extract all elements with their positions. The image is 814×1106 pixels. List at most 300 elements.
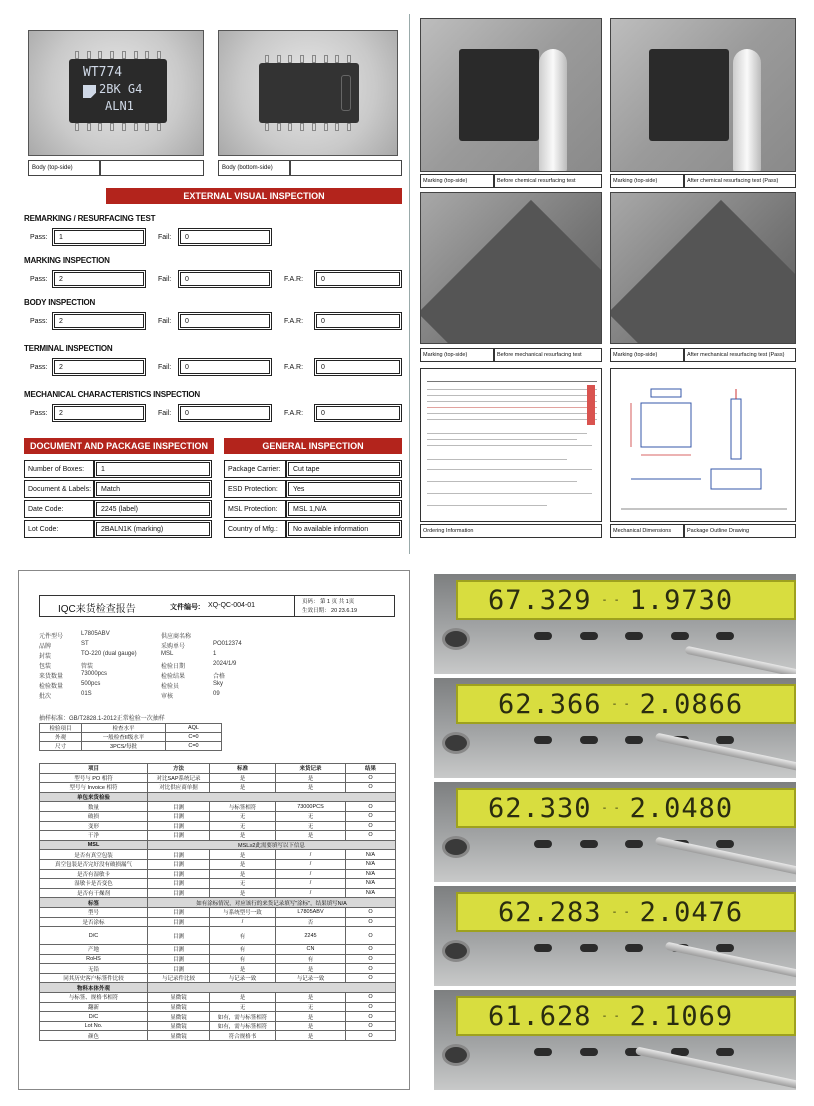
group-note: 如有涂标情况，对应该行的来货记录填写"涂标"，结果填写N/A bbox=[148, 898, 396, 908]
caption-1b: Before chemical resurfacing test bbox=[494, 174, 602, 188]
table-cell: 有 bbox=[210, 927, 276, 945]
table-cell: O bbox=[346, 1002, 396, 1012]
iqc-field-value: 合格 bbox=[213, 674, 226, 680]
body-fail-label: Fail: bbox=[158, 318, 172, 325]
table-cell: 目测 bbox=[148, 802, 210, 812]
table-header-cell: 标准 bbox=[210, 764, 276, 774]
terminal-fail-label: Fail: bbox=[158, 364, 172, 371]
body-title: BODY INSPECTION bbox=[24, 298, 96, 307]
caption-body-bottom: Body (bottom-side) bbox=[218, 160, 290, 176]
meter-photo-5 bbox=[434, 990, 796, 1090]
caption-body-top: Body (top-side) bbox=[28, 160, 100, 176]
caption-6a: Mechanical Dimensions bbox=[610, 524, 684, 538]
remarking-pass-value: 1 bbox=[52, 228, 146, 246]
iqc-field-value: 09 bbox=[213, 691, 220, 697]
meter-5-right-reading: 2.1069 bbox=[629, 1000, 734, 1032]
sampling-cell: 尺寸 bbox=[40, 742, 82, 751]
meter-5-display: 61.628 - - 2.1069 bbox=[456, 996, 796, 1036]
meter-5-left-reading: 61.628 bbox=[488, 1000, 592, 1032]
sampling-cell: C=0 bbox=[166, 742, 222, 751]
table-cell: N/A bbox=[346, 888, 396, 898]
table-row bbox=[40, 783, 396, 793]
sampling-cell: 检查水平 bbox=[82, 724, 166, 733]
doc-row-4-label: Lot Code: bbox=[24, 520, 94, 538]
table-cell: / bbox=[276, 888, 346, 898]
table-cell: 无 bbox=[276, 811, 346, 821]
body-pass-value: 2 bbox=[52, 312, 146, 330]
table-cell: 有 bbox=[210, 945, 276, 955]
group-title: 单包来货检验 bbox=[40, 792, 148, 802]
table-row bbox=[40, 1002, 396, 1012]
group-title: 标签 bbox=[40, 898, 148, 908]
general-row-2-label: ESD Protection: bbox=[224, 480, 286, 498]
meter-1-display: 67.329 - - 1.9730 bbox=[456, 580, 796, 620]
body-pass-label: Pass: bbox=[30, 318, 48, 325]
table-cell: 是 bbox=[210, 964, 276, 974]
table-row bbox=[40, 907, 396, 917]
table-cell: 是否有湿敏卡 bbox=[40, 869, 148, 879]
table-cell: 无 bbox=[210, 821, 276, 831]
table-cell: 目测 bbox=[148, 945, 210, 955]
table-cell: 是否有干燥剂 bbox=[40, 888, 148, 898]
terminal-pass-label: Pass: bbox=[30, 364, 48, 371]
table-cell: 是 bbox=[210, 773, 276, 783]
table-cell: O bbox=[346, 783, 396, 793]
table-cell: L7805ABV bbox=[276, 907, 346, 917]
table-row bbox=[40, 1012, 396, 1022]
table-cell: 目测 bbox=[148, 821, 210, 831]
iqc-field-value: Sky bbox=[213, 681, 224, 687]
mechanical-fail-label: Fail: bbox=[158, 410, 172, 417]
marking-after-mechanical-photo bbox=[610, 192, 796, 344]
table-cell: 是 bbox=[276, 1012, 346, 1022]
doc-row-3-label: Date Code: bbox=[24, 500, 94, 518]
table-cell: 干净 bbox=[40, 831, 148, 841]
doc-row-2-label: Document & Labels: bbox=[24, 480, 94, 498]
table-row bbox=[40, 973, 396, 983]
caption-4b: After mechanical resurfacing test (Pass) bbox=[684, 348, 796, 362]
table-header-cell: 来货记录 bbox=[276, 764, 346, 774]
table-cell: O bbox=[346, 821, 396, 831]
table-cell: 型号 bbox=[40, 907, 148, 917]
table-cell: 产地 bbox=[40, 945, 148, 955]
general-inspection-banner: GENERAL INSPECTION bbox=[224, 438, 402, 454]
sampling-row bbox=[40, 742, 222, 751]
iqc-field-label: 封装 bbox=[39, 654, 52, 660]
table-cell: / bbox=[276, 850, 346, 860]
general-row-2-value: Yes bbox=[286, 480, 402, 498]
table-group-row bbox=[40, 792, 396, 802]
table-cell: O bbox=[346, 917, 396, 927]
sampling-standard: 抽样标准：GB/T2828.1-2012正常检验一次抽样 bbox=[39, 716, 165, 722]
table-cell: 显微镜 bbox=[148, 993, 210, 1003]
table-cell: D/C bbox=[40, 1012, 148, 1022]
table-cell: 与记录件比较 bbox=[148, 973, 210, 983]
chip-marking-line-3: ALN1 bbox=[105, 99, 134, 113]
mechanical-title: MECHANICAL CHARACTERISTICS INSPECTION bbox=[24, 390, 201, 399]
iqc-doc-no-label: 文件编号: bbox=[170, 604, 201, 611]
iqc-field-value: L7805ABV bbox=[81, 631, 110, 637]
table-cell: 与标签、规格书相符 bbox=[40, 993, 148, 1003]
iqc-field-label: 品牌 bbox=[39, 644, 52, 650]
inspection-report-panel bbox=[18, 14, 410, 554]
meter-4-right-reading: 2.0476 bbox=[639, 896, 744, 928]
meter-photo-2 bbox=[434, 678, 796, 778]
table-cell: O bbox=[346, 802, 396, 812]
table-cell: 目测 bbox=[148, 888, 210, 898]
table-cell: 无 bbox=[276, 821, 346, 831]
group-note bbox=[148, 792, 396, 802]
table-cell: O bbox=[346, 1021, 396, 1031]
caption-5a: Ordering Information bbox=[420, 524, 602, 538]
remarking-title: REMARKING / RESURFACING TEST bbox=[24, 214, 156, 223]
table-cell: 目测 bbox=[148, 850, 210, 860]
iqc-effective-date: 生效日期： 20 23.6.19 bbox=[302, 608, 358, 614]
body-fail-value: 0 bbox=[178, 312, 272, 330]
iqc-main-table bbox=[39, 763, 396, 1041]
group-note: MSL≥2此需要填写以下信息 bbox=[148, 840, 396, 850]
table-cell: 显微镜 bbox=[148, 1031, 210, 1041]
sampling-cell: 外观 bbox=[40, 733, 82, 742]
iqc-field-value: 500pcs bbox=[81, 681, 101, 687]
caption-2a: Marking (top-side) bbox=[610, 174, 684, 188]
terminal-title: TERMINAL INSPECTION bbox=[24, 344, 113, 353]
caption-1a: Marking (top-side) bbox=[420, 174, 494, 188]
table-row bbox=[40, 964, 396, 974]
marking-before-chemical-photo bbox=[420, 18, 602, 172]
chip-top bbox=[69, 59, 167, 123]
remarking-pass-label: Pass: bbox=[30, 234, 48, 241]
table-row bbox=[40, 859, 396, 869]
meter-1-right-reading: 1.9730 bbox=[629, 584, 734, 616]
body-top-photo bbox=[28, 30, 204, 156]
mechanical-pass-label: Pass: bbox=[30, 410, 48, 417]
sampling-table bbox=[39, 723, 222, 751]
iqc-title-block bbox=[39, 595, 395, 617]
table-cell: 否 bbox=[276, 917, 346, 927]
table-cell: 型号与 PO 相符 bbox=[40, 773, 148, 783]
table-cell: 是 bbox=[210, 850, 276, 860]
general-row-1-value: Cut tape bbox=[286, 460, 402, 478]
iqc-field-label: 检验日期 bbox=[161, 664, 186, 670]
marking-far-label: F.A.R: bbox=[284, 276, 304, 283]
table-cell: 无 bbox=[276, 1002, 346, 1012]
sampling-cell: C=0 bbox=[166, 733, 222, 742]
table-cell: 数量 bbox=[40, 802, 148, 812]
table-cell: O bbox=[346, 907, 396, 917]
general-row-4-label: Country of Mfg.: bbox=[224, 520, 286, 538]
sampling-cell: 3PCS/每批 bbox=[82, 742, 166, 751]
table-cell: 目测 bbox=[148, 869, 210, 879]
table-row bbox=[40, 802, 396, 812]
table-cell: D/C bbox=[40, 927, 148, 945]
table-cell: 显微镜 bbox=[148, 1002, 210, 1012]
iqc-field-label: 供应商名称 bbox=[161, 634, 192, 640]
iqc-field-value: ST bbox=[81, 641, 89, 647]
iqc-field-value: PO012374 bbox=[213, 641, 242, 647]
table-cell: 目测 bbox=[148, 879, 210, 889]
table-cell: 目测 bbox=[148, 859, 210, 869]
table-row bbox=[40, 831, 396, 841]
table-group-row bbox=[40, 840, 396, 850]
table-cell: 湿敏卡是否变色 bbox=[40, 879, 148, 889]
table-cell: 是 bbox=[276, 831, 346, 841]
iqc-field-label: 包装 bbox=[39, 664, 52, 670]
terminal-far-label: F.A.R: bbox=[284, 364, 304, 371]
ti-logo-icon bbox=[83, 85, 96, 98]
meter-photo-3 bbox=[434, 782, 796, 882]
table-cell: 与记录一致 bbox=[210, 973, 276, 983]
table-cell: 与系统型号一致 bbox=[210, 907, 276, 917]
table-cell: O bbox=[346, 927, 396, 945]
meter-3-left-reading: 62.330 bbox=[488, 792, 592, 824]
table-cell: O bbox=[346, 954, 396, 964]
table-cell: 无 bbox=[210, 879, 276, 889]
mechanical-fail-value: 0 bbox=[178, 404, 272, 422]
table-cell: 目测 bbox=[148, 954, 210, 964]
table-cell: O bbox=[346, 945, 396, 955]
table-cell: 是 bbox=[276, 964, 346, 974]
table-cell: 是 bbox=[276, 1031, 346, 1041]
iqc-field-label: 批次 bbox=[39, 694, 52, 700]
table-row bbox=[40, 927, 396, 945]
marking-title: MARKING INSPECTION bbox=[24, 256, 110, 265]
iqc-field-label: 来货数量 bbox=[39, 674, 64, 680]
table-cell: / bbox=[210, 917, 276, 927]
table-cell: 与标签相符 bbox=[210, 802, 276, 812]
caption-2b: After chemical resurfacing test (Pass) bbox=[684, 174, 796, 188]
iqc-field-label: 采购单号 bbox=[161, 644, 186, 650]
package-outline-drawing-doc bbox=[610, 368, 796, 522]
sampling-cell: 一般检查II级水平 bbox=[82, 733, 166, 742]
table-cell: 2245 bbox=[276, 927, 346, 945]
table-cell: O bbox=[346, 1031, 396, 1041]
doc-package-banner: DOCUMENT AND PACKAGE INSPECTION bbox=[24, 438, 214, 454]
meter-4-left-reading: 62.283 bbox=[498, 896, 602, 928]
table-cell: RoHS bbox=[40, 954, 148, 964]
table-cell: 翻新 bbox=[40, 1002, 148, 1012]
table-cell: 目测 bbox=[148, 907, 210, 917]
marking-fail-value: 0 bbox=[178, 270, 272, 288]
table-row bbox=[40, 850, 396, 860]
table-cell: O bbox=[346, 973, 396, 983]
package-outline-svg bbox=[611, 369, 795, 521]
mechanical-far-label: F.A.R: bbox=[284, 410, 304, 417]
table-row bbox=[40, 869, 396, 879]
doc-row-2-value: Match bbox=[94, 480, 212, 498]
table-cell: 目测 bbox=[148, 927, 210, 945]
table-cell: N/A bbox=[346, 869, 396, 879]
sampling-cell: AQL bbox=[166, 724, 222, 733]
iqc-report bbox=[18, 570, 410, 1090]
meter-4-display: 62.283 - - 2.0476 bbox=[456, 892, 796, 932]
chip-bottom bbox=[259, 63, 359, 123]
table-cell: N/A bbox=[346, 879, 396, 889]
general-row-4-value: No available information bbox=[286, 520, 402, 538]
meter-photo-4 bbox=[434, 886, 796, 986]
sampling-row bbox=[40, 724, 222, 733]
table-cell: CN bbox=[276, 945, 346, 955]
doc-row-1-label: Number of Boxes: bbox=[24, 460, 94, 478]
table-cell: 对比供应商单据 bbox=[148, 783, 210, 793]
marking-after-chemical-photo bbox=[610, 18, 796, 172]
meter-2-display: 62.366 - - 2.0866 bbox=[456, 684, 796, 724]
table-cell: O bbox=[346, 831, 396, 841]
doc-row-3-value: 2245 (label) bbox=[94, 500, 212, 518]
table-cell: 同其历史客户标签件比较 bbox=[40, 973, 148, 983]
iqc-doc-no: XQ-QC-004-01 bbox=[208, 602, 256, 609]
table-row bbox=[40, 821, 396, 831]
terminal-far-value: 0 bbox=[314, 358, 402, 376]
terminal-pass-value: 2 bbox=[52, 358, 146, 376]
table-row bbox=[40, 954, 396, 964]
iqc-field-label: 审核 bbox=[161, 694, 174, 700]
body-bottom-photo bbox=[218, 30, 398, 156]
ordering-information-doc bbox=[420, 368, 602, 522]
iqc-title: IQC来货检查报告 bbox=[58, 604, 136, 615]
table-row bbox=[40, 879, 396, 889]
group-title: 物料本体外观 bbox=[40, 983, 148, 993]
body-far-value: 0 bbox=[314, 312, 402, 330]
table-cell: 无 bbox=[210, 811, 276, 821]
table-cell: 有 bbox=[210, 954, 276, 964]
table-cell: 变形 bbox=[40, 821, 148, 831]
iqc-page-info: 页码： 第 1 页 共 1页 bbox=[302, 599, 355, 605]
table-row bbox=[40, 1031, 396, 1041]
table-cell: 是 bbox=[276, 1021, 346, 1031]
tweezers-1 bbox=[684, 646, 796, 674]
table-group-row bbox=[40, 898, 396, 908]
table-cell: 破损 bbox=[40, 811, 148, 821]
caption-3b: Before mechanical resurfacing test bbox=[494, 348, 602, 362]
table-cell: 是 bbox=[210, 831, 276, 841]
table-cell: 目测 bbox=[148, 831, 210, 841]
table-cell: 是 bbox=[276, 783, 346, 793]
meter-2-left-reading: 62.366 bbox=[498, 688, 602, 720]
caption-6b: Package Outline Drawing bbox=[684, 524, 796, 538]
table-cell: 符合规格书 bbox=[210, 1031, 276, 1041]
table-cell: N/A bbox=[346, 859, 396, 869]
table-row bbox=[40, 1021, 396, 1031]
iqc-field-value: 73000pcs bbox=[81, 671, 108, 677]
table-cell: 目测 bbox=[148, 964, 210, 974]
body-far-label: F.A.R: bbox=[284, 318, 304, 325]
iqc-field-value: 2024/1/9 bbox=[213, 661, 237, 667]
remarking-fail-value: 0 bbox=[178, 228, 272, 246]
chip-marking-line-2: 2BK G4 bbox=[99, 82, 143, 96]
table-header-cell: 方法 bbox=[148, 764, 210, 774]
table-header-row bbox=[40, 764, 396, 774]
iqc-field-value: TO-220 (dual gauge) bbox=[81, 651, 137, 657]
table-group-row bbox=[40, 983, 396, 993]
table-cell: 无 bbox=[210, 1002, 276, 1012]
table-cell: 如有，需与标签相符 bbox=[210, 1012, 276, 1022]
meter-photo-1 bbox=[434, 574, 796, 674]
table-row bbox=[40, 888, 396, 898]
table-row bbox=[40, 993, 396, 1003]
table-cell: O bbox=[346, 1012, 396, 1022]
table-row bbox=[40, 773, 396, 783]
iqc-field-label: MSL bbox=[161, 651, 174, 657]
table-header-cell: 结果 bbox=[346, 764, 396, 774]
table-cell: / bbox=[276, 859, 346, 869]
table-cell: 73000PCS bbox=[276, 802, 346, 812]
meter-3-right-reading: 2.0480 bbox=[629, 792, 734, 824]
sampling-cell: 检验项目 bbox=[40, 724, 82, 733]
marking-pass-value: 2 bbox=[52, 270, 146, 288]
group-note bbox=[148, 983, 396, 993]
table-cell: 对比SAP系统记录 bbox=[148, 773, 210, 783]
group-title: MSL bbox=[40, 840, 148, 850]
general-row-1-label: Package Carrier: bbox=[224, 460, 286, 478]
general-row-3-label: MSL Protection: bbox=[224, 500, 286, 518]
table-cell: 是 bbox=[276, 773, 346, 783]
table-cell: N/A bbox=[346, 850, 396, 860]
table-cell: 有 bbox=[276, 954, 346, 964]
caption-3a: Marking (top-side) bbox=[420, 348, 494, 362]
terminal-fail-value: 0 bbox=[178, 358, 272, 376]
table-header-cell: 项目 bbox=[40, 764, 148, 774]
marking-before-mechanical-photo bbox=[420, 192, 602, 344]
marking-pass-label: Pass: bbox=[30, 276, 48, 283]
meter-2-right-reading: 2.0866 bbox=[639, 688, 744, 720]
table-cell: 是 bbox=[210, 869, 276, 879]
caption-body-bottom-blank bbox=[290, 160, 402, 176]
iqc-field-value: 01S bbox=[81, 691, 92, 697]
table-cell: 无铅 bbox=[40, 964, 148, 974]
iqc-field-label: 元件型号 bbox=[39, 634, 64, 640]
table-cell: O bbox=[346, 964, 396, 974]
external-visual-banner: EXTERNAL VISUAL INSPECTION bbox=[106, 188, 402, 204]
mechanical-far-value: 0 bbox=[314, 404, 402, 422]
marking-far-value: 0 bbox=[314, 270, 402, 288]
table-cell: 是 bbox=[210, 993, 276, 1003]
table-cell: 显微镜 bbox=[148, 1012, 210, 1022]
doc-row-4-value: 2BALN1K (marking) bbox=[94, 520, 212, 538]
table-cell: 是 bbox=[276, 993, 346, 1003]
meter-1-left-reading: 67.329 bbox=[488, 584, 592, 616]
remarking-fail-label: Fail: bbox=[158, 234, 172, 241]
caption-4a: Marking (top-side) bbox=[610, 348, 684, 362]
table-row bbox=[40, 945, 396, 955]
meter-3-display: 62.330 - - 2.0480 bbox=[456, 788, 796, 828]
table-cell: 与记录一致 bbox=[276, 973, 346, 983]
iqc-field-value: 管装 bbox=[81, 664, 94, 670]
table-cell: 如有，需与标签相符 bbox=[210, 1021, 276, 1031]
table-cell: / bbox=[276, 879, 346, 889]
table-cell: 真空包装是否完好没有破损漏气 bbox=[40, 859, 148, 869]
table-cell: O bbox=[346, 773, 396, 783]
table-cell: O bbox=[346, 811, 396, 821]
resurfacing-panel bbox=[414, 14, 802, 566]
table-cell: 是否涂标 bbox=[40, 917, 148, 927]
caption-body-top-blank bbox=[100, 160, 204, 176]
table-cell: 是否有真空包装 bbox=[40, 850, 148, 860]
table-row bbox=[40, 917, 396, 927]
table-cell: 目测 bbox=[148, 917, 210, 927]
table-cell: 显微镜 bbox=[148, 1021, 210, 1031]
table-cell: 型号与 Invoice 相符 bbox=[40, 783, 148, 793]
iqc-field-value: 1 bbox=[213, 651, 217, 657]
iqc-field-label: 检验数量 bbox=[39, 684, 64, 690]
table-cell: 目测 bbox=[148, 811, 210, 821]
mechanical-pass-value: 2 bbox=[52, 404, 146, 422]
table-cell: 是 bbox=[210, 888, 276, 898]
iqc-field-label: 检验员 bbox=[161, 684, 180, 690]
table-cell: / bbox=[276, 869, 346, 879]
table-row bbox=[40, 811, 396, 821]
table-cell: 颜色 bbox=[40, 1031, 148, 1041]
